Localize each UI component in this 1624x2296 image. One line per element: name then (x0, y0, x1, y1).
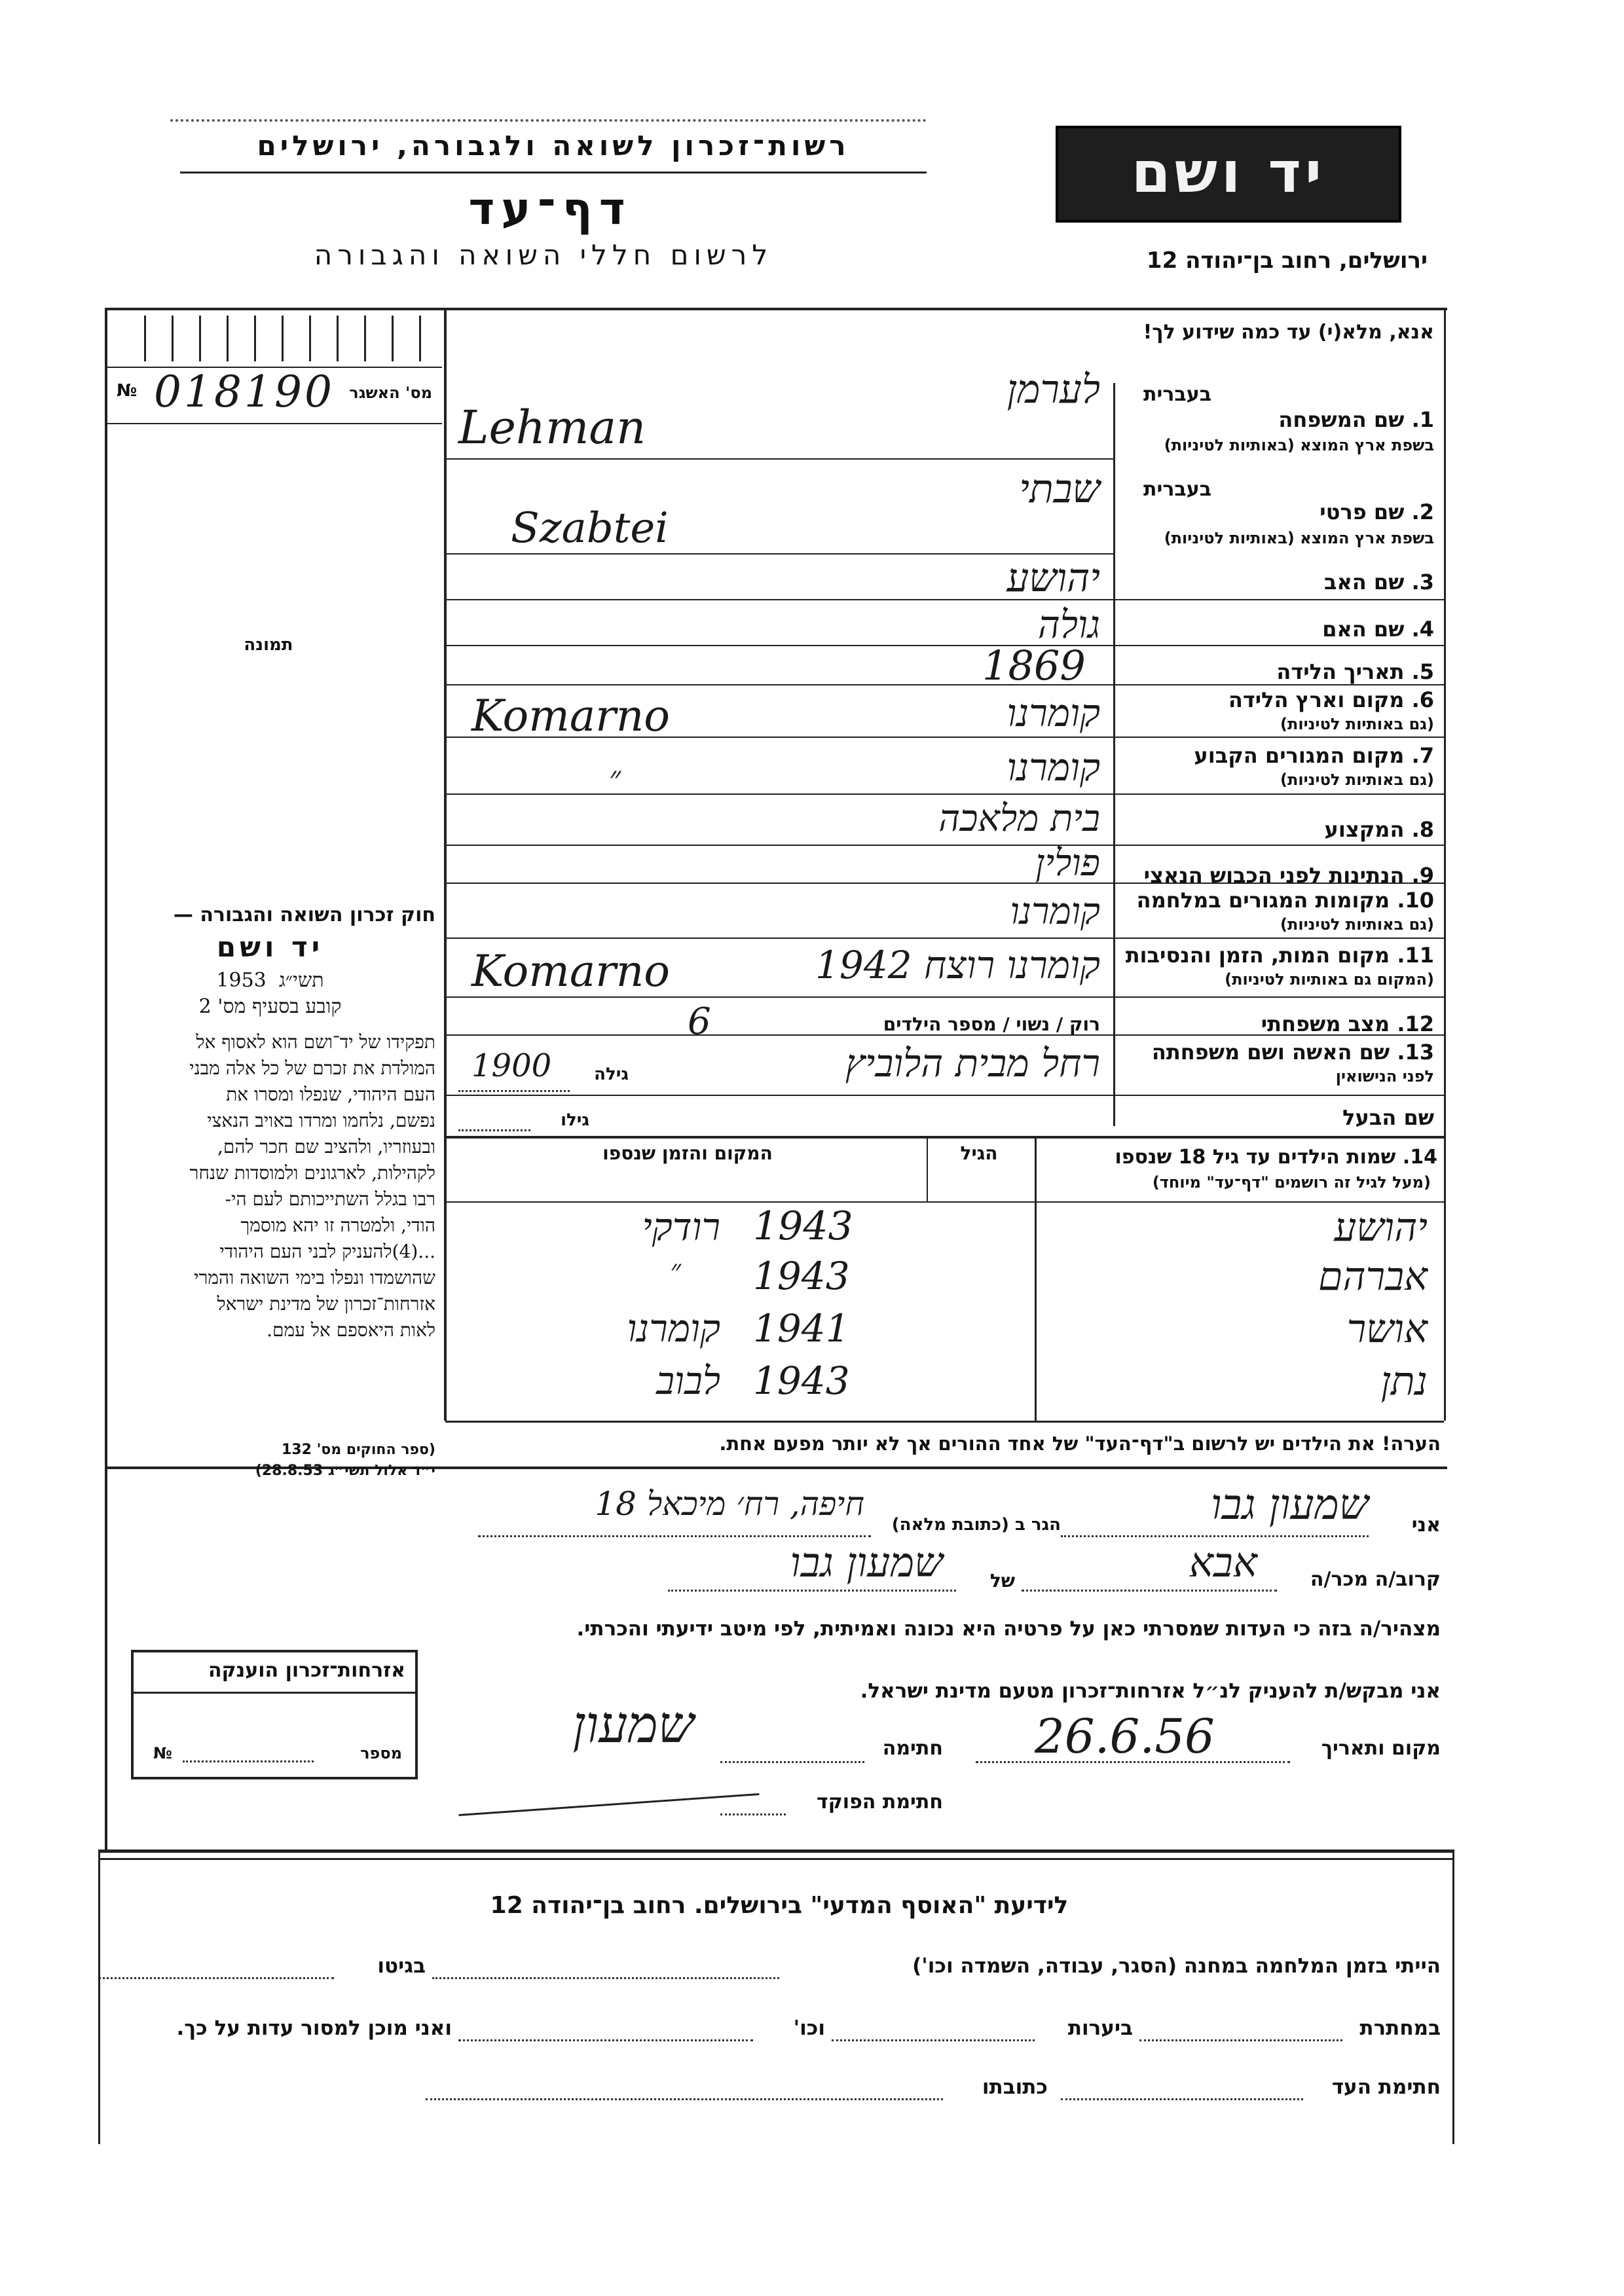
declaration-text: מצהיר/ה בזה כי העדות שמסרתי כאן על פרטיה היא נכונה ואמיתית, לפי מיטב ידיעתי והכרתי. (576, 1617, 1441, 1641)
declarant-address: חיפה, רח׳ מיכאל 18 (595, 1485, 864, 1523)
note-text: הערה! את הילדים יש לרשום ב"דף־העד" של אחד ההורים אך לא יותר מפעם אחת. (719, 1432, 1441, 1455)
field-13-value: רחל מבית הלוביץ (845, 1041, 1100, 1085)
photo-label: תמונה (244, 635, 293, 655)
field-13-age: 1900 (471, 1048, 552, 1084)
field-8-label: 8. המקצוע (1324, 817, 1434, 842)
child-name: אברהם (1318, 1254, 1428, 1300)
field-4-value: גולה (1037, 602, 1100, 647)
declarant-relation: אבא (1189, 1539, 1257, 1586)
law-body: תפקידו של יד־ושם הוא לאסוף אל המולדת את זכרם של כל אלה מבני העם היהודי, שנפלו ומסרו את נפשם, נלחמו ומרדו באויב הנאצי ובעוזריו, ולהציב שם חכר להם, לקהילות, לארגונים ולמוסדות שנחר רבו בגלל השתייכותם לעם הי- הודי, ולמטרה זו יהא מוסמך ...(4)להעניק לבני העם היהודי שהושמדו ונפלו בימי השואה והמרי אזרחות־זכרון של מדינת ישראל לאות היאספם אל עמם. (189, 1031, 435, 1341)
child-year: 1943 (753, 1358, 850, 1403)
field-7-label: 7. מקום המגורים הקבוע (1194, 743, 1434, 768)
field-12-label: 12. מצב משפחתי (1261, 1011, 1434, 1036)
field-7-value: קומרנו (1006, 745, 1100, 790)
child-name: יהושע (1334, 1205, 1428, 1250)
field-11-label: 11. מקום המות, הזמן והנסיבות (1125, 943, 1434, 968)
signature-value: שמעון (572, 1696, 694, 1755)
tick-marks (144, 316, 426, 361)
child-year: 1943 (753, 1203, 853, 1249)
registration-box: № 018190 מס' האשגר (105, 313, 442, 424)
field-7-ditto: ״ (609, 759, 621, 796)
children-header-names: 14. שמות הילדים עד גיל 18 שנספו (1115, 1146, 1437, 1169)
law-clause: קובע בסעיף מס' 2 (198, 995, 342, 1018)
form-subtitle: לרשום חללי השואה והגבורה (314, 239, 773, 271)
field-4-label: 4. שם האם (1322, 617, 1434, 642)
field-5-label: 5. תאריך הלידה (1276, 659, 1434, 684)
field-9-label: 9. הנתינות לפני הכבוש הנאצי (1143, 863, 1434, 888)
child-place: רודקי (642, 1205, 720, 1249)
form-title: דף־עד (468, 183, 632, 235)
field-8-value: בית מלאכה (938, 797, 1100, 840)
field-1-latin-value: Lehman (458, 401, 646, 454)
child-name: נתן (1380, 1358, 1428, 1404)
field-10-label: 10. מקומות המגורים במלחמה (1136, 888, 1434, 913)
field-5-value: 1869 (982, 642, 1086, 689)
authority-title: רשות־זכרון לשואה ולגבורה, ירושלים (257, 130, 850, 162)
field-11-value: קומרנו רוצח 1942 (815, 943, 1100, 987)
request-text: אני מבקש/ת להעניק לנ״ל אזרחות־זכרון מטעם מדינת ישראל. (860, 1679, 1441, 1703)
children-header-age: הגיל (960, 1142, 998, 1164)
yad-vashem-logo: יד ושם (1056, 126, 1401, 223)
field-12-options: רוק / נשוי / מספר הילדים (883, 1013, 1100, 1035)
signature-stroke (458, 1793, 759, 1816)
law-logo: יד ושם (216, 931, 324, 963)
declarant-of: שמעון גבו (790, 1539, 943, 1586)
child-year: 1941 (753, 1306, 850, 1351)
field-1-hebrew-value: לערמן (1006, 367, 1100, 412)
field-6-value: קומרנו (1006, 691, 1100, 735)
place-date-value: 26.6.56 (1035, 1709, 1215, 1764)
child-place: קומרנו (627, 1306, 720, 1351)
child-year: 1943 (753, 1254, 850, 1298)
field-10-value: קומרנו (1010, 890, 1100, 933)
field-13-label: 13. שם האשה ושם משפחתה (1151, 1040, 1434, 1065)
field-3-value: יהושע (1006, 555, 1100, 601)
child-name: אושר (1346, 1306, 1428, 1352)
instruction-text: אנא, מלא(י) עד כמה שידוע לך! (1143, 321, 1434, 344)
law-title: חוק זכרון השואה והגבורה — (173, 903, 435, 926)
field-2-hebrew-value: שבתי (1019, 466, 1100, 512)
field-6-label: 6. מקום וארץ הלידה (1228, 687, 1434, 712)
husband-label: שם הבעל (1342, 1105, 1434, 1130)
citizenship-box: אזרחות־זכרון הוענקה מספר № (131, 1650, 418, 1779)
field-6-latin-value: Komarno (471, 691, 670, 741)
child-place: ״ (670, 1254, 681, 1287)
field-2-label: 2. שם פרטי (1320, 500, 1434, 524)
footer-title: לידיעת "האוסף המדעי" בירושלים. רחוב בן־יהודה 12 (490, 1892, 1069, 1919)
children-header-place: המקום והזמן שנספו (602, 1142, 773, 1164)
registration-number: 018190 (154, 367, 335, 417)
child-place: לבוב (656, 1358, 720, 1403)
field-12-children: 6 (688, 1000, 711, 1043)
law-year: תשי״ג 1953 (216, 969, 324, 992)
field-9-value: פולין (1035, 842, 1100, 884)
field-2-latin-value: Szabtei (511, 504, 669, 553)
field-1-label: 1. שם המשפחה (1278, 407, 1434, 432)
declarant-name: שמעון גבו (1211, 1481, 1369, 1529)
law-source: (ספר החוקים מס' 132 (281, 1442, 435, 1458)
header (0, 0, 1624, 308)
registration-label: מס' האשגר (349, 384, 432, 402)
header-address: ירושלים, רחוב בן־יהודה 12 (1146, 247, 1428, 274)
field-3-label: 3. שם האב (1323, 570, 1434, 594)
field-11-latin-value: Komarno (471, 946, 670, 996)
